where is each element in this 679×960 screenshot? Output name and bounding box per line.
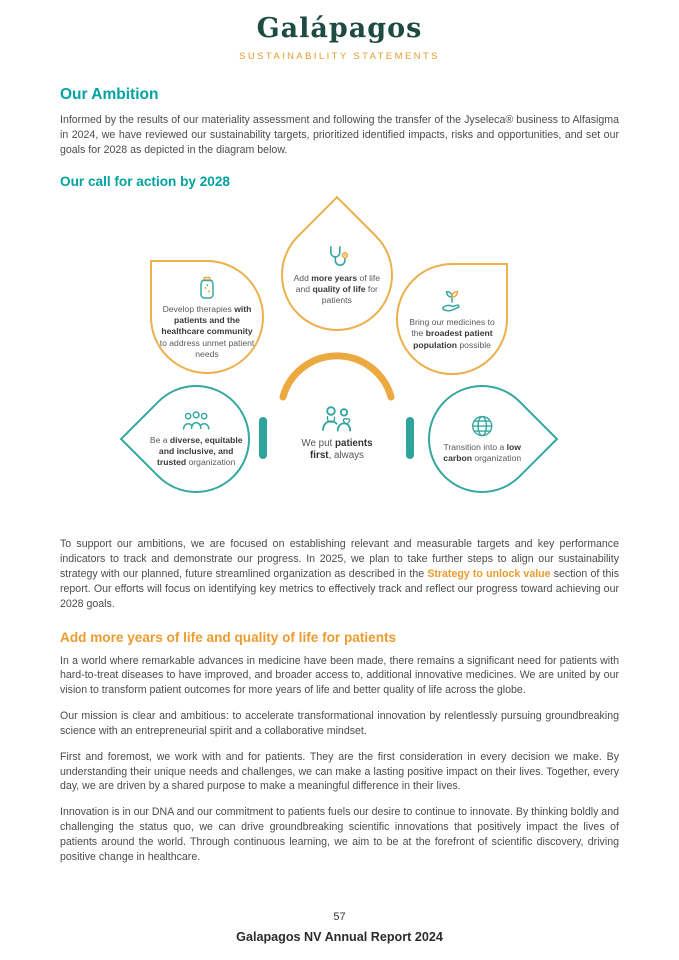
call-for-action-heading: Our call for action by 2028 [60,174,230,190]
stethoscope-icon [324,244,350,270]
page-footer [0,911,679,944]
patients-first-label: We put patients first, always [301,437,373,462]
petal-diverse-organization [120,363,273,516]
patients-icon [317,404,357,434]
add-more-years-heading: Add more years of life and quality of life for patients [60,629,397,645]
more-years-paragraph-1: In a world where remarkable advances in medicine have been made, there remains a significant need for patients with hard-to-treat diseases to have improved, and broader access to, additional innovative medicines. We are united by our vision to transform patient outcomes for more years of life and better quality of life across the globe. [60,654,619,697]
support-paragraph-pre: To support our ambitions, we are focused on establishing relevant and measurable targets and key performance indicators to track and demonstrate our progress. In 2025, we plan to take further steps to align our sustainability strategy with our planned, future streamlined organization as described in the [60,538,619,581]
our-ambition-heading: Our Ambition [60,86,159,103]
strategy-to-unlock-value-link[interactable]: Strategy to unlock value [427,568,551,581]
petal-more-years-label: Add more years of life and quality of life for patients [293,273,381,306]
ambition-diagram [0,193,679,513]
sustainability-statements-label: SUSTAINABILITY STATEMENTS [239,51,440,62]
teal-connector-right [406,417,414,459]
people-icon [180,410,212,432]
teal-connector-left [259,417,267,459]
petal-develop-therapies-label: Develop therapies with patients and the healthcare community to address unmet patient needs [159,304,255,359]
more-years-paragraph-4: Innovation is in our DNA and our commitment to patients fuels our desire to continue to innovate. By thinking boldly and challenging the status quo, we can drive groundbreaking scientific innovations that positively impact the lives of patients around the world. Through continuous learning, we aim to be at the forefront of scientific discovery, driving positive change in healthcare. [60,806,619,863]
page-content [60,86,619,189]
petal-broadest-population-label: Bring our medicines to the broadest patient population possible [409,317,495,350]
report-title: Galapagos NV Annual Report 2024 [236,930,443,944]
ambition-intro-paragraph: Informed by the results of our materiality assessment and following the transfer of the Jyseleca® business to Alfasigma in 2024, we have reviewed our sustainability targets, prioritized identified impacts, risks and opportunities, and set our goals for 2028 as depicted in the diagram below. [60,114,619,156]
petal-low-carbon-label: Transition into a low carbon organization [443,442,521,464]
support-ambitions-paragraph [60,537,619,611]
petal-low-carbon [406,363,559,516]
page-header [0,0,679,62]
petal-develop-therapies [150,260,264,374]
patients-first-center [282,378,392,488]
page-content-lower [60,537,619,864]
petal-more-years [258,196,416,354]
hand-plant-icon [438,288,466,314]
petal-broadest-population [396,263,508,375]
jar-icon [195,275,219,301]
page-number: 57 [333,911,346,923]
globe-icon [469,414,495,440]
more-years-paragraph-3: First and foremost, we work with and for patients. They are the first consideration in every decision we make. By understanding their unique needs and challenges, we can make a lasting positive impact on their lives. Together, every day, we are driven by a shared purpose to make a meaningful difference in their lives. [60,750,619,793]
more-years-paragraph-2: Our mission is clear and ambitious: to accelerate transformational innovation by relentlessly pursuing groundbreaking science with an entrepreneurial spirit and a collaborative mindset. [60,710,619,737]
galapagos-logo: Galápagos [256,13,423,44]
support-paragraph-post: section of this report. Our efforts will focus on identifying key metrics to effectively track and reflect our progress toward achieving our 2028 goals. [60,568,620,610]
petal-diverse-organization-label: Be a diverse, equitable and inclusive, and trusted organization [149,435,243,468]
